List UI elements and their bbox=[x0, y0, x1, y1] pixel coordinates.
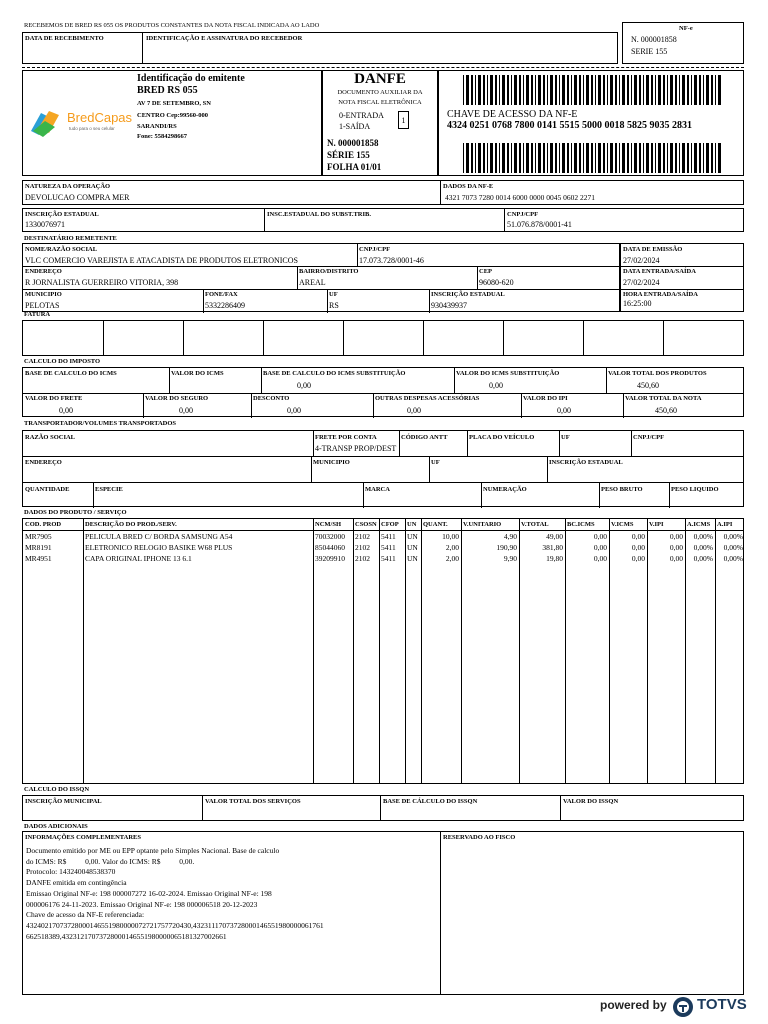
hora: 16:25:00 bbox=[623, 299, 652, 308]
data-saida-label: DATA ENTRADA/SAÍDA bbox=[623, 268, 696, 275]
desconto: 0,00 bbox=[287, 406, 301, 415]
bc-st-label: BASE DE CALCULO DO ICMS SUBSTITUIÇÃO bbox=[263, 370, 406, 377]
info-lines bbox=[26, 846, 438, 942]
logo-tagline: tudo para o seu celular bbox=[69, 126, 115, 131]
danfe-serie: SÉRIE 155 bbox=[327, 150, 370, 160]
bredcapas-logo-icon bbox=[29, 107, 65, 137]
product-cell-cfop: 5411 bbox=[381, 554, 396, 563]
column-header-v-unitario: V.UNITARIO bbox=[463, 521, 502, 528]
fatura-section: FATURA bbox=[24, 311, 51, 318]
product-cell-cod-prod: MR7905 bbox=[25, 532, 52, 541]
info-line: do ICMS: R$ 0,00. Valor do ICMS: R$ 0,00. bbox=[26, 856, 195, 866]
canhoto-serie: SERIE 155 bbox=[631, 47, 668, 56]
imposto-section: CALCULO DO IMPOSTO bbox=[24, 358, 101, 365]
product-cell-v-ipi: 0,00 bbox=[669, 532, 683, 541]
product-cell-quant: 10,00 bbox=[442, 532, 459, 541]
column-divider bbox=[379, 519, 380, 783]
danfe-saida: 1-SAÍDA bbox=[339, 122, 371, 131]
dest-cnpj-label: CNPJ/CPF bbox=[359, 246, 391, 253]
chave-label: CHAVE DE ACESSO DA NF-E bbox=[447, 109, 578, 120]
identificacao-label: IDENTIFICAÇÃO E ASSINATURA DO RECEBEDOR bbox=[146, 35, 303, 42]
product-cell-descricao: PELICULA BRED C/ BORDA SAMSUNG A54 bbox=[85, 532, 233, 541]
transp-frete: 4-TRANSP PROP/DEST bbox=[315, 444, 397, 453]
natureza-value: DEVOLUCAO COMPRA MER bbox=[25, 193, 130, 202]
barcode-bottom bbox=[463, 143, 723, 173]
hora-label: HORA ENTRADA/SAÍDA bbox=[623, 291, 698, 298]
fatura-box bbox=[22, 320, 744, 356]
ipi: 0,00 bbox=[557, 406, 571, 415]
iest-label: INSC.ESTADUAL DO SUBST.TRIB. bbox=[267, 211, 371, 218]
danfe-numero: N. 000001858 bbox=[327, 138, 379, 148]
product-cell-a-ipi: 0,00% bbox=[723, 554, 743, 563]
canhoto-box bbox=[22, 32, 618, 64]
issqn-section: CALCULO DO ISSQN bbox=[24, 786, 90, 793]
column-header-a-ipi: A.IPI bbox=[717, 521, 733, 528]
product-cell-bc-icms: 0,00 bbox=[593, 532, 607, 541]
dest-uf-label: UF bbox=[329, 291, 338, 298]
product-cell-v-icms: 0,00 bbox=[631, 543, 645, 552]
column-header-cod-prod: COD. PROD bbox=[25, 521, 62, 528]
product-cell-v-total: 49,00 bbox=[546, 532, 563, 541]
product-cell-cfop: 5411 bbox=[381, 543, 396, 552]
transp-razao-label: RAZÃO SOCIAL bbox=[25, 434, 76, 441]
product-cell-quant: 2,00 bbox=[445, 554, 459, 563]
emitente-bairro: CENTRO Cep:99560-000 bbox=[137, 112, 208, 119]
product-cell-csosn: 2102 bbox=[355, 554, 370, 563]
barcode-top bbox=[463, 75, 723, 105]
desconto-label: DESCONTO bbox=[253, 395, 290, 402]
transp-marca-label: MARCA bbox=[365, 486, 390, 493]
transportador-box bbox=[22, 430, 744, 507]
outras: 0,00 bbox=[407, 406, 421, 415]
outras-label: OUTRAS DESPESAS ACESSÓRIAS bbox=[375, 395, 480, 402]
dest-municipio-label: MUNICIPIO bbox=[25, 291, 62, 298]
emitente-box bbox=[22, 70, 322, 176]
product-cell-a-ipi: 0,00% bbox=[723, 532, 743, 541]
ie-label: INSCRIÇÃO ESTADUAL bbox=[25, 211, 99, 218]
product-cell-a-icms: 0,00% bbox=[693, 532, 713, 541]
v-icms-label: VALOR DO ICMS bbox=[171, 370, 224, 377]
danfe-entrada: 0-ENTRADA bbox=[339, 111, 384, 120]
issqn-vserv-label: VALOR TOTAL DOS SERVIÇOS bbox=[205, 798, 301, 805]
transp-placa-label: PLACA DO VEÍCULO bbox=[469, 434, 535, 441]
totvs-logo-icon bbox=[672, 996, 694, 1018]
product-cell-un: UN bbox=[407, 554, 418, 563]
column-header-un: UN bbox=[407, 521, 417, 528]
canhoto-nfe-box bbox=[622, 22, 744, 64]
seguro-label: VALOR DO SEGURO bbox=[145, 395, 209, 402]
emitente-section-label: Identificação do emitente bbox=[137, 73, 245, 84]
column-header-csosn: CSOSN bbox=[355, 521, 377, 528]
dest-cep-label: CEP bbox=[479, 268, 492, 275]
product-cell-cfop: 5411 bbox=[381, 532, 396, 541]
dest-endereco: R JORNALISTA GUERREIRO VITORIA, 398 bbox=[25, 278, 179, 287]
transp-endereco-label: ENDEREÇO bbox=[25, 459, 62, 466]
v-nota: 450,60 bbox=[655, 406, 677, 415]
frete-label: VALOR DO FRETE bbox=[25, 395, 83, 402]
ipi-label: VALOR DO IPI bbox=[523, 395, 568, 402]
dest-uf: RS bbox=[329, 301, 339, 310]
issqn-v-label: VALOR DO ISSQN bbox=[563, 798, 619, 805]
product-cell-a-icms: 0,00% bbox=[693, 554, 713, 563]
product-cell-v-icms: 0,00 bbox=[631, 532, 645, 541]
transp-frete-label: FRETE POR CONTA bbox=[315, 434, 377, 441]
dest-cep: 96080-620 bbox=[479, 278, 514, 287]
cnpj-value: 51.076.878/0001-41 bbox=[507, 220, 572, 229]
issqn-im-label: INSCRIÇÃO MUNICIPAL bbox=[25, 798, 102, 805]
column-divider bbox=[313, 519, 314, 783]
column-header-a-icms: A.ICMS bbox=[687, 521, 711, 528]
info-complementares-label: INFORMAÇÕES COMPLEMENTARES bbox=[25, 834, 141, 841]
product-cell-a-icms: 0,00% bbox=[693, 543, 713, 552]
danfe-subtitle-2: NOTA FISCAL ELETRÔNICA bbox=[338, 99, 422, 106]
product-cell-v-unitario: 9,90 bbox=[503, 554, 517, 563]
product-cell-v-icms: 0,00 bbox=[631, 554, 645, 563]
emitente-nome: BRED RS 055 bbox=[137, 85, 198, 96]
dest-bairro: AREAL bbox=[299, 278, 326, 287]
column-header-descricao: DESCRIÇÃO DO PROD./SERV. bbox=[85, 521, 177, 528]
info-line: 662518389,43231217073728000146551980000065181327002661 bbox=[26, 931, 227, 941]
frete: 0,00 bbox=[59, 406, 73, 415]
product-cell-descricao: ELETRONICO RELOGIO BASIKE W68 PLUS bbox=[85, 543, 233, 552]
product-cell-cod-prod: MR8191 bbox=[25, 543, 52, 552]
dest-fone: 5332286409 bbox=[205, 301, 245, 310]
transp-uf-label: UF bbox=[561, 434, 570, 441]
bc-icms-label: BASE DE CALCULO DO ICMS bbox=[25, 370, 117, 377]
danfe-folha: FOLHA 01/01 bbox=[327, 162, 382, 172]
product-cell-quant: 2,00 bbox=[445, 543, 459, 552]
danfe-box bbox=[322, 70, 438, 176]
logo-text: BredCapas bbox=[67, 110, 133, 125]
destinatario-section: DESTINATÁRIO REMETENTE bbox=[24, 235, 117, 242]
emitente-fone: Fone: 5584298667 bbox=[137, 133, 188, 140]
info-line: Emissao Original NF-e: 198 000007272 16-02-2024. Emissao Original NF-e: 198 bbox=[26, 888, 272, 898]
product-cell-v-ipi: 0,00 bbox=[669, 543, 683, 552]
info-line: 43240217073728000146551980000072721757720430,43231117073728000146551980000061761 bbox=[26, 920, 324, 930]
product-cell-v-total: 381,80 bbox=[542, 543, 563, 552]
data-emissao: 27/02/2024 bbox=[623, 256, 660, 265]
emitente-endereco: AV 7 DE SETEMBRO, SN bbox=[137, 100, 211, 107]
dest-municipio: PELOTAS bbox=[25, 301, 60, 310]
natureza-label: NATUREZA DA OPERAÇÃO bbox=[25, 183, 111, 190]
nfe-label: NF-e bbox=[679, 25, 693, 32]
canhoto-header: RECEBEMOS DE BRED RS 055 OS PRODUTOS CONSTANTES DA NOTA FISCAL INDICADA AO LADO bbox=[24, 22, 320, 29]
info-line: Documento emitido por ME ou EPP optante pelo Simples Nacional. Base de calculo bbox=[26, 846, 280, 855]
v-st: 0,00 bbox=[489, 381, 503, 390]
adicionais-box bbox=[22, 831, 744, 995]
dest-fone-label: FONE/FAX bbox=[205, 291, 238, 298]
bc-st: 0,00 bbox=[297, 381, 311, 390]
product-cell-a-ipi: 0,00% bbox=[723, 543, 743, 552]
dest-ie-label: INSCRIÇÃO ESTADUAL bbox=[431, 291, 505, 298]
product-cell-v-total: 19,80 bbox=[546, 554, 563, 563]
column-header-ncm: NCM/SH bbox=[315, 521, 341, 528]
emitente-cidade: SARANDI/RS bbox=[137, 123, 177, 130]
product-cell-un: UN bbox=[407, 543, 418, 552]
produtos-section: DADOS DO PRODUTO / SERVIÇO bbox=[24, 509, 127, 516]
dest-bairro-label: BAIRRO/DISTRITO bbox=[299, 268, 359, 275]
product-cell-v-unitario: 190,90 bbox=[496, 543, 517, 552]
v-prod-label: VALOR TOTAL DOS PRODUTOS bbox=[608, 370, 707, 377]
column-divider bbox=[405, 519, 406, 783]
adicionais-section: DADOS ADICIONAIS bbox=[24, 823, 88, 830]
info-line: Protocolo: 143240048538370 bbox=[26, 867, 116, 877]
transp-especie-label: ESPECIE bbox=[95, 486, 123, 493]
column-divider bbox=[353, 519, 354, 783]
dest-nome: VLC COMERCIO VAREJISTA E ATACADISTA DE PRODUTOS ELETRONICOS bbox=[25, 256, 298, 265]
danfe-tipo-box: 1 bbox=[398, 111, 409, 129]
data-emissao-label: DATA DE EMISSÃO bbox=[623, 246, 683, 253]
product-cell-bc-icms: 0,00 bbox=[593, 554, 607, 563]
dest-ie: 930439937 bbox=[431, 301, 467, 310]
chave-box bbox=[438, 70, 744, 176]
column-header-cfop: CFOP bbox=[381, 521, 399, 528]
product-cell-ncm: 39209910 bbox=[315, 554, 345, 563]
transp-cnpj-label: CNPJ/CPF bbox=[633, 434, 665, 441]
transp-ie-label: INSCRIÇÃO ESTADUAL bbox=[549, 459, 623, 466]
transportador-section: TRANSPORTADOR/VOLUMES TRANSPORTADOS bbox=[24, 420, 177, 427]
dest-endereco-label: ENDEREÇO bbox=[25, 268, 62, 275]
issqn-bc-label: BASE DE CÁLCULO DO ISSQN bbox=[383, 798, 478, 805]
product-cell-v-unitario: 4,90 bbox=[503, 532, 517, 541]
column-header-v-ipi: V.IPI bbox=[649, 521, 664, 528]
v-prod: 450,60 bbox=[637, 381, 659, 390]
product-cell-v-ipi: 0,00 bbox=[669, 554, 683, 563]
datas-box bbox=[620, 243, 744, 312]
powered-by: powered by bbox=[600, 998, 667, 1012]
dest-nome-label: NOME/RAZÃO SOCIAL bbox=[25, 246, 98, 253]
product-cell-descricao: CAPA ORIGINAL IPHONE 13 6.1 bbox=[85, 554, 192, 563]
product-cell-ncm: 85044060 bbox=[315, 543, 345, 552]
danfe-title: DANFE bbox=[354, 71, 406, 87]
canhoto-cut-line bbox=[22, 67, 744, 68]
info-line: Chave de acesso da NF-E referenciada: bbox=[26, 910, 145, 920]
seguro: 0,00 bbox=[179, 406, 193, 415]
cnpj-label: CNPJ/CPF bbox=[507, 211, 539, 218]
info-line: 000006176 24-11-2023. Emissao Original NF-e: 198 000006518 20-12-2023 bbox=[26, 899, 258, 909]
transp-qtd-label: QUANTIDADE bbox=[25, 486, 70, 493]
column-header-quant: QUANT. bbox=[423, 521, 448, 528]
column-header-bc-icms: BC.ICMS bbox=[567, 521, 595, 528]
reservado-fisco-label: RESERVADO AO FISCO bbox=[443, 834, 516, 841]
danfe-subtitle-1: DOCUMENTO AUXILIAR DA bbox=[337, 89, 423, 96]
dados-nfe-value: 4321 7073 7280 0014 6000 0000 0045 0602 2271 bbox=[445, 193, 595, 202]
inscricoes-box bbox=[22, 208, 744, 232]
transp-peso-bruto-label: PESO BRUTO bbox=[601, 486, 643, 493]
produtos-box bbox=[22, 518, 744, 784]
product-cell-un: UN bbox=[407, 532, 418, 541]
column-divider bbox=[83, 519, 84, 783]
data-recebimento-label: DATA DE RECEBIMENTO bbox=[25, 35, 104, 42]
totvs-brand: TOTVS bbox=[697, 996, 747, 1013]
transp-municipio-label: MUNICIPIO bbox=[313, 459, 350, 466]
column-header-v-icms: V.ICMS bbox=[611, 521, 634, 528]
product-cell-csosn: 2102 bbox=[355, 532, 370, 541]
canhoto-numero: N. 000001858 bbox=[631, 35, 677, 44]
column-header-v-total: V.TOTAL bbox=[521, 521, 549, 528]
v-st-label: VALOR DO ICMS SUBSTITUIÇÃO bbox=[456, 370, 560, 377]
ie-value: 1330076971 bbox=[25, 220, 65, 229]
dest-cnpj: 17.073.728/0001-46 bbox=[359, 256, 424, 265]
product-cell-ncm: 70032000 bbox=[315, 532, 345, 541]
imposto-box bbox=[22, 367, 744, 417]
transp-numeracao-label: NUMERAÇÃO bbox=[483, 486, 527, 493]
chave-value: 4324 0251 0768 7800 0141 5515 5000 0018 5825 9035 2831 bbox=[447, 120, 692, 131]
product-cell-cod-prod: MR4951 bbox=[25, 554, 52, 563]
product-cell-csosn: 2102 bbox=[355, 543, 370, 552]
transp-uf2-label: UF bbox=[431, 459, 440, 466]
info-line: DANFE emitida em contingência bbox=[26, 878, 127, 888]
v-nota-label: VALOR TOTAL DA NOTA bbox=[625, 395, 702, 402]
product-cell-bc-icms: 0,00 bbox=[593, 543, 607, 552]
transp-peso-liquido-label: PESO LIQUIDO bbox=[671, 486, 719, 493]
dados-nfe-label: DADOS DA NF-E bbox=[443, 183, 494, 190]
destinatario-box bbox=[22, 243, 620, 312]
data-saida: 27/02/2024 bbox=[623, 278, 660, 287]
issqn-box bbox=[22, 795, 744, 821]
transp-antt-label: CÓDIGO ANTT bbox=[401, 434, 448, 441]
company-logo bbox=[29, 107, 133, 137]
natureza-box bbox=[22, 180, 744, 205]
